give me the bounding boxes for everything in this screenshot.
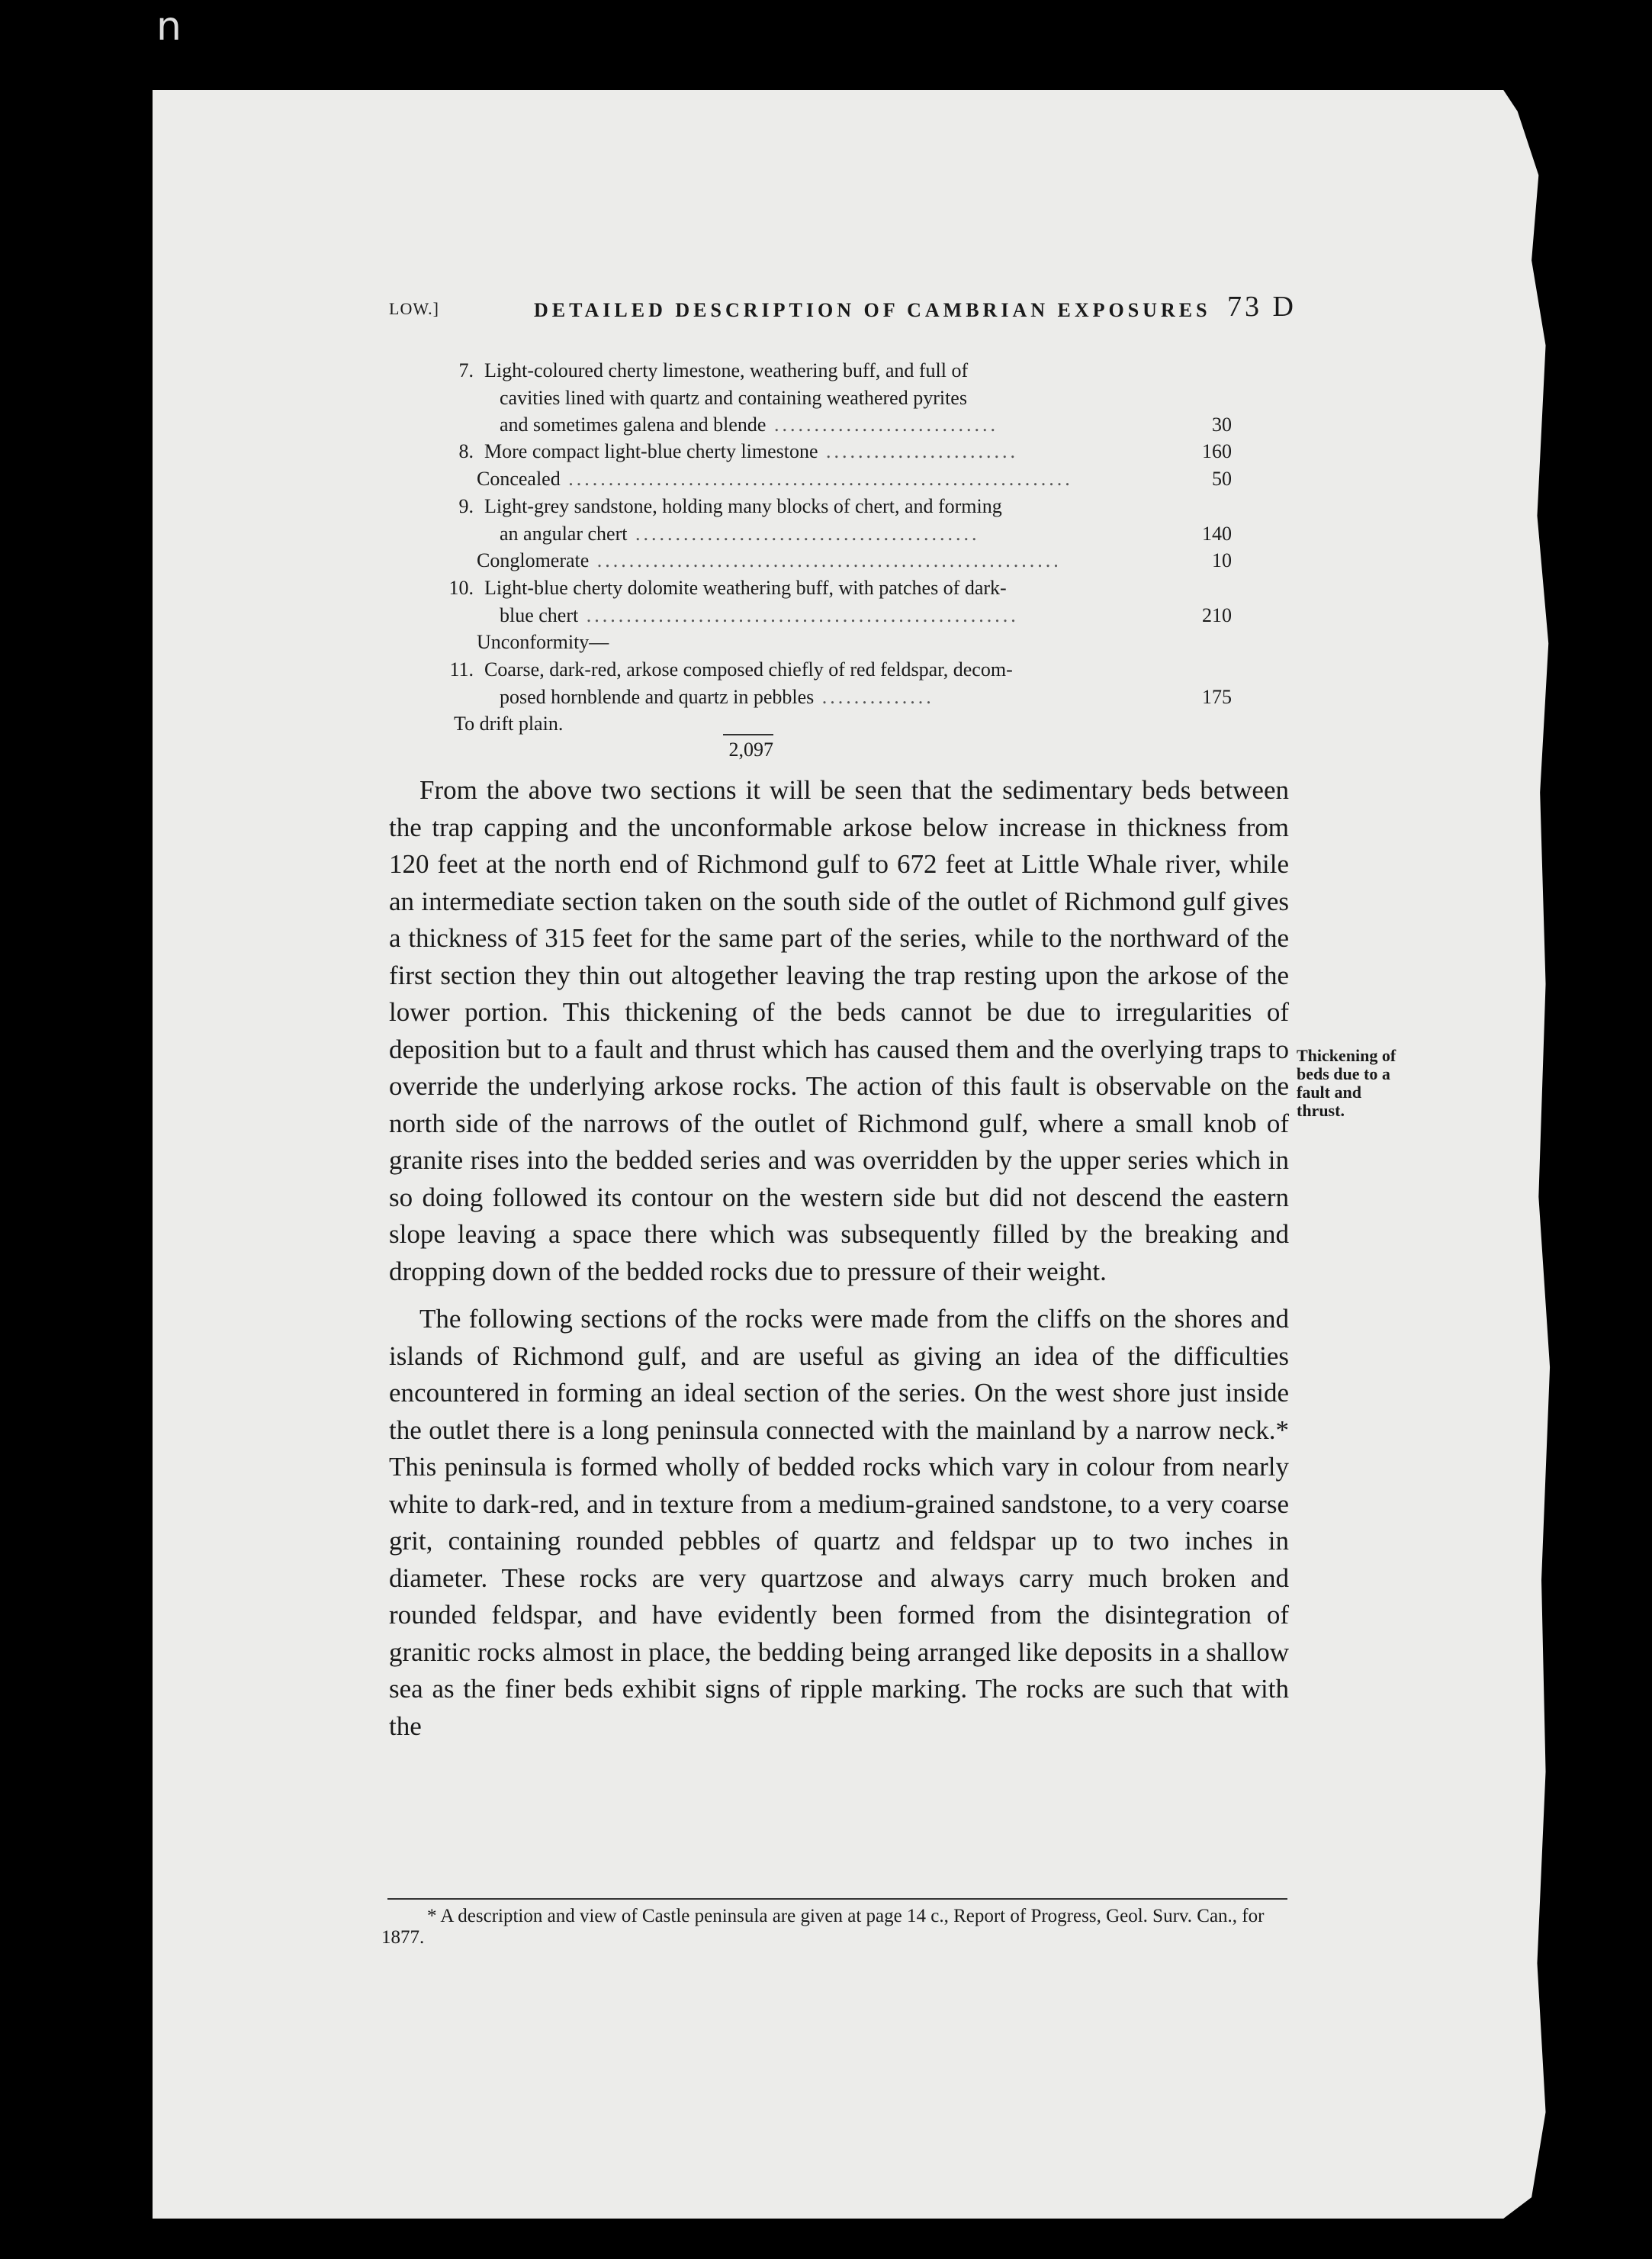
section-row: 10. Light-blue cherty dolomite weathering buff, with patches of dark- blue chert ...................................................... 210 [446, 574, 1232, 629]
row-value: 140 [1202, 523, 1232, 545]
row-text: Conglomerate [477, 549, 590, 571]
section-row: 8. More compact light-blue cherty limestone ........................ 160 [446, 438, 1232, 465]
row-number: 10. [448, 577, 474, 599]
section-row [446, 629, 1232, 656]
row-text: Light-coloured cherty limestone, weathering buff, and full of [484, 359, 969, 381]
section-row: 11. Coarse, dark-red, arkose composed chiefly of red feldspar, decom- posed hornblende and quartz in pebbles .............. 175 [446, 656, 1232, 710]
footnote-rule [387, 1898, 1287, 1900]
section-row: 7. Light-coloured cherty limestone, weathering buff, and full of cavities lined with quartz and containing weathered pyrites and sometimes galena and blende ............................ 30 [446, 357, 1232, 438]
row-text: Concealed [477, 468, 561, 490]
row-text: posed hornblende and quartz in pebbles [500, 685, 815, 708]
running-head-title: DETAILED DESCRIPTION OF CAMBRIAN EXPOSURES [534, 299, 1211, 321]
row-number: 7. [458, 359, 474, 381]
row-value: 10 [1212, 549, 1232, 571]
section-total: 2,097 [728, 739, 773, 761]
row-value: 210 [1202, 604, 1232, 626]
row-text: More compact light-blue cherty limestone [484, 440, 818, 462]
row-value: 30 [1212, 414, 1232, 436]
row-text: blue chert [500, 603, 579, 626]
row-value: 175 [1202, 686, 1232, 708]
footnote: * A description and view of Castle peninsula are given at page 14 c., Report of Progress, Geol. Surv. Can., for 1877. [381, 1906, 1265, 1948]
page-number: 73 D [1227, 291, 1297, 323]
row-value: 160 [1202, 440, 1232, 462]
row-number: 11. [449, 658, 474, 681]
section-row: Conglomerate .......................................................... 10 [446, 547, 1232, 574]
row-number: 9. [458, 495, 474, 517]
corner-mark: n [156, 4, 182, 50]
row-value: 50 [1212, 468, 1232, 490]
row-text: To drift plain. [454, 713, 564, 735]
total-rule [723, 734, 773, 735]
row-text: cavities lined with quartz and containing weathered pyrites [500, 386, 967, 409]
margin-note-line: beds due to a [1297, 1064, 1390, 1083]
section-row: 9. Light-grey sandstone, holding many blocks of chert, and forming an angular chert ........................................... 140 [446, 493, 1232, 547]
paragraph: From the above two sections it will be seen that the sedimentary beds between the trap capping and the unconformable arkose below increase in thickness from 120 feet at the north end of Richmond gulf to 672 feet at Little Whale river, while an intermediate section taken on the south side of the outlet of Richmond gulf gives a thickness of 315 feet for the same part of the series, while to the northward of the first section they thin out altogether leaving the trap resting upon the arkose of the lower portion. This thickening of the beds cannot be due to irregularities of deposition but to a fault and thrust which has caused them and the overlying traps to override the underlying arkose rocks. The action of this fault is observable on the north side of the narrows of the outlet of Richmond gulf, where a small knob of granite rises into the bedded series and was overridden by the upper series which in so doing followed its contour on the western side but did not descend the eastern slope leaving a space there which was subsequently filled by the breaking and dropping down of the bedded rocks due to pressure of their weight. [389, 775, 1289, 1286]
row-text: and sometimes galena and blende [500, 414, 767, 436]
body-text [389, 772, 1289, 1752]
row-text: Coarse, dark-red, arkose composed chiefly of red feldspar, decom- [484, 658, 1013, 681]
row-text: an angular chert [500, 522, 628, 545]
margin-note [1297, 1047, 1419, 1120]
margin-note-line: thrust. [1297, 1101, 1345, 1120]
paragraph: The following sections of the rocks were made from the cliffs on the shores and islands of Richmond gulf, and are useful as giving an idea of the difficulties encountered in forming an ideal section of the series. On the west shore just inside the outlet there is a long peninsula connected with the mainland by a narrow neck.* This peninsula is formed wholly of bedded rocks which vary in colour from nearly white to dark-red, and in texture from a medium-grained sandstone, to a very coarse grit, containing rounded pebbles of quartz and feldspar up to two inches in diameter. These rocks are very quartzose and always carry much broken and rounded feldspar, and have evidently been formed from the disintegration of granitic rocks almost in place, the bedding being arranged like deposits in a shallow sea as the finer beds exhibit signs of ripple marking. The rocks are such that with the [389, 1304, 1289, 1741]
running-head [389, 290, 1297, 328]
section-row: Concealed ............................................................... 50 [446, 465, 1232, 493]
margin-note-line: fault and [1297, 1083, 1361, 1102]
row-text: Unconformity— [477, 631, 609, 653]
row-text: Light-blue cherty dolomite weathering buff, with patches of dark- [484, 577, 1007, 599]
running-head-left: LOW.] [389, 299, 439, 318]
row-text: Light-grey sandstone, holding many blocks of chert, and forming [484, 495, 1002, 517]
section-row [446, 710, 1232, 738]
margin-note-line: Thickening of [1297, 1046, 1396, 1065]
section-table [446, 357, 1232, 738]
row-number: 8. [458, 440, 474, 462]
